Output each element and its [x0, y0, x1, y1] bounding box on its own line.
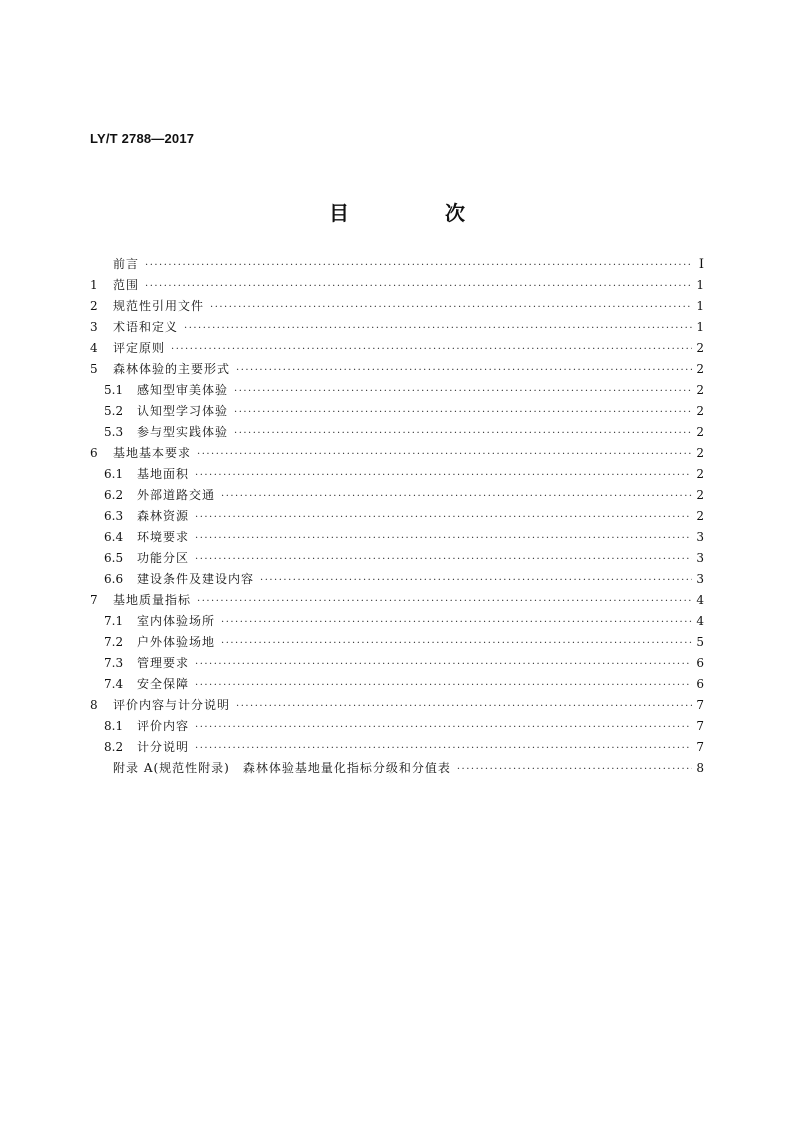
toc-entry-page: 3: [696, 530, 704, 544]
toc-entry-page: 7: [696, 719, 704, 733]
toc-entry-page: 2: [696, 362, 704, 376]
toc-entry-page: 2: [696, 425, 704, 439]
toc-entry-number: 5: [90, 362, 98, 376]
toc-leader-dots: [197, 591, 692, 612]
toc-entry-number: 8.1: [104, 719, 124, 733]
toc-leader-dots: [221, 633, 692, 654]
toc-entry-page: 2: [696, 341, 704, 355]
toc-entry-number: 4: [90, 341, 98, 355]
toc-entry-page: 1: [696, 320, 704, 334]
toc-leader-dots: [195, 717, 692, 738]
toc-leader-dots: [236, 360, 692, 381]
toc-entry[interactable]: [90, 632, 704, 653]
toc-entry-label: 参与型实践体验: [137, 425, 229, 439]
toc-leader-dots: [221, 486, 692, 507]
toc-entry-page: 2: [696, 467, 704, 481]
toc-entry-number: 6.1: [104, 467, 124, 481]
toc-entry[interactable]: [90, 338, 704, 359]
toc-leader-dots: [195, 738, 692, 759]
toc-leader-dots: [221, 612, 692, 633]
toc-entry-number: 5.1: [104, 383, 124, 397]
toc-entry-number: 6.4: [104, 530, 124, 544]
toc-entry[interactable]: [90, 758, 704, 779]
toc-entry-page: 3: [696, 572, 704, 586]
toc-entry[interactable]: [90, 275, 704, 296]
toc-entry-label: 认知型学习体验: [137, 404, 229, 418]
toc-entry-number: 8: [90, 698, 98, 712]
toc-entry-label: 术语和定义: [113, 320, 179, 334]
toc-leader-dots: [195, 528, 692, 549]
toc-entry-page: Ⅰ: [698, 257, 704, 272]
toc-entry[interactable]: [90, 506, 704, 527]
toc-leader-dots: [145, 255, 692, 276]
toc-entry-number: 7.1: [104, 614, 124, 628]
standard-code: LY/T 2788—2017: [90, 131, 195, 146]
toc-leader-dots: [145, 276, 692, 297]
toc-entry-label: 森林资源: [137, 509, 190, 523]
toc-entry[interactable]: [90, 590, 704, 611]
toc-entry-label: 附录 A(规范性附录) 森林体验基地量化指标分级和分值表: [113, 761, 451, 775]
toc-entry[interactable]: [90, 674, 704, 695]
toc-entry[interactable]: [90, 569, 704, 590]
toc-leader-dots: [195, 654, 692, 675]
toc-entry[interactable]: [90, 548, 704, 569]
toc-entry-number: 6.3: [104, 509, 124, 523]
toc-leader-dots: [260, 570, 692, 591]
toc-entry[interactable]: [90, 359, 704, 380]
toc-leader-dots: [184, 318, 692, 339]
toc-entry-label: 森林体验的主要形式: [113, 362, 231, 376]
toc-entry-label: 室内体验场所: [137, 614, 216, 628]
toc-entry-page: 6: [696, 677, 704, 691]
toc-entry-page: 2: [696, 509, 704, 523]
toc-entry-page: 7: [696, 740, 704, 754]
toc-entry[interactable]: [90, 422, 704, 443]
toc-leader-dots: [197, 444, 692, 465]
toc-leader-dots: [195, 507, 692, 528]
toc-entry-label: 外部道路交通: [137, 488, 216, 502]
toc-entry-number: 7.4: [104, 677, 124, 691]
toc-leader-dots: [234, 423, 692, 444]
toc-entry-page: 4: [696, 593, 704, 607]
toc-entry-label: 计分说明: [137, 740, 190, 754]
toc-entry-number: 6.6: [104, 572, 124, 586]
toc-entry-page: 1: [696, 299, 704, 313]
toc-entry-page: 1: [696, 278, 704, 292]
toc-entry-number: 3: [90, 320, 98, 334]
toc-entry-number: 8.2: [104, 740, 124, 754]
toc-leader-dots: [171, 339, 692, 360]
toc-entry-label: 评价内容与计分说明: [113, 698, 231, 712]
toc-entry-label: 规范性引用文件: [113, 299, 205, 313]
toc-entry-number: 7.2: [104, 635, 124, 649]
toc-entry[interactable]: [90, 611, 704, 632]
toc-entry[interactable]: [90, 485, 704, 506]
toc-entry-page: 2: [696, 404, 704, 418]
toc-leader-dots: [457, 759, 692, 780]
toc-entry-page: 6: [696, 656, 704, 670]
toc-entry-label: 评价内容: [137, 719, 190, 733]
toc-entry-number: 5.2: [104, 404, 124, 418]
toc-leader-dots: [234, 402, 692, 423]
toc-leader-dots: [195, 675, 692, 696]
toc-entry[interactable]: [90, 716, 704, 737]
toc-entry[interactable]: [90, 695, 704, 716]
toc-entry-page: 2: [696, 383, 704, 397]
toc-entry-label: 评定原则: [113, 341, 166, 355]
toc-entry-page: 7: [696, 698, 704, 712]
toc-entry-number: 1: [90, 278, 98, 292]
toc-entry-label: 户外体验场地: [137, 635, 216, 649]
toc-entry[interactable]: [90, 380, 704, 401]
toc-entry-label: 环境要求: [137, 530, 190, 544]
toc-entry-label: 基地基本要求: [113, 446, 192, 460]
toc-leader-dots: [195, 465, 692, 486]
toc-leader-dots: [195, 549, 692, 570]
toc-entry-number: 6.2: [104, 488, 124, 502]
toc-entry-number: 2: [90, 299, 98, 313]
toc-leader-dots: [210, 297, 692, 318]
toc-entry-label: 安全保障: [137, 677, 190, 691]
toc-leader-dots: [236, 696, 692, 717]
toc-entry[interactable]: [90, 317, 704, 338]
toc-entry[interactable]: [90, 296, 704, 317]
toc-entry[interactable]: [90, 653, 704, 674]
toc-entry[interactable]: [90, 737, 704, 758]
toc-entry-page: 2: [696, 446, 704, 460]
toc-entry[interactable]: [90, 401, 704, 422]
toc-entry-label: 建设条件及建设内容: [137, 572, 255, 586]
toc-entry-page: 3: [696, 551, 704, 565]
toc-entry-number: 6: [90, 446, 98, 460]
toc-entry[interactable]: [90, 464, 704, 485]
toc-entry-number: 6.5: [104, 551, 124, 565]
toc-entry-page: 8: [696, 761, 704, 775]
toc-entry-page: 2: [696, 488, 704, 502]
toc-entry-number: 5.3: [104, 425, 124, 439]
toc-title: 目 次: [329, 201, 503, 225]
toc-entry-label: 感知型审美体验: [137, 383, 229, 397]
toc-entry-page: 5: [696, 635, 704, 649]
table-of-contents: [90, 254, 704, 779]
toc-entry-page: 4: [696, 614, 704, 628]
toc-entry-number: 7.3: [104, 656, 124, 670]
toc-entry-label: 范围: [113, 278, 140, 292]
toc-entry-label: 管理要求: [137, 656, 190, 670]
toc-leader-dots: [234, 381, 692, 402]
toc-entry-label: 基地面积: [137, 467, 190, 481]
toc-entry-label: 功能分区: [137, 551, 190, 565]
toc-entry-label: 基地质量指标: [113, 593, 192, 607]
toc-entry[interactable]: [90, 443, 704, 464]
toc-entry[interactable]: [90, 254, 704, 275]
toc-entry-label: 前言: [113, 257, 140, 271]
toc-entry-number: 7: [90, 593, 98, 607]
toc-entry[interactable]: [90, 527, 704, 548]
